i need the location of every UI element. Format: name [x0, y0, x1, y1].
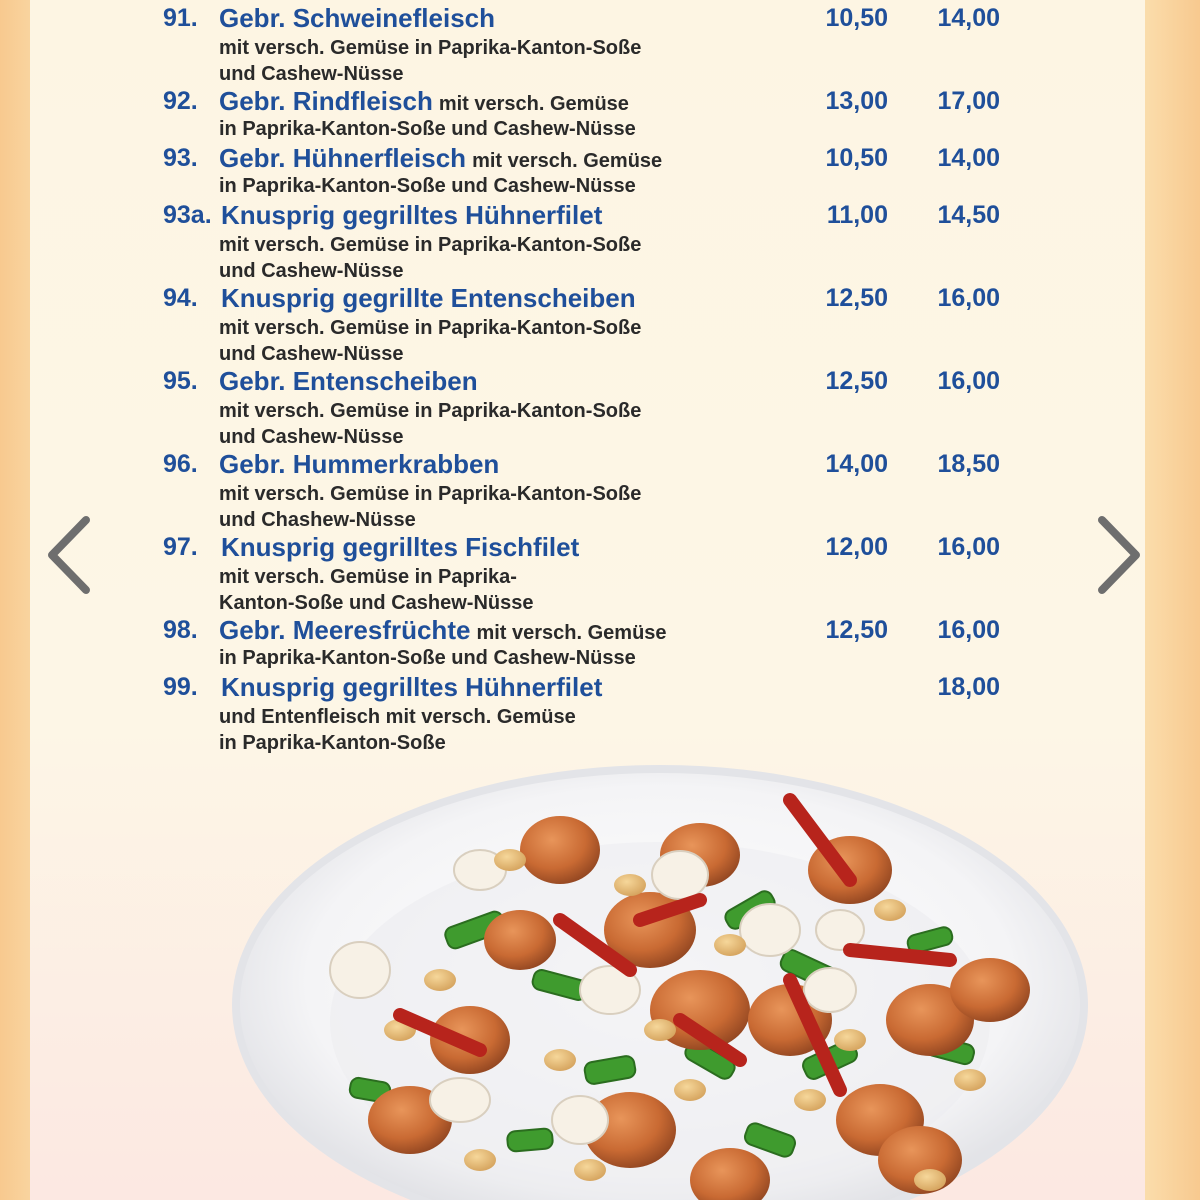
price-large: 17,00	[937, 87, 1000, 115]
item-title: Gebr. Entenscheiben	[219, 366, 478, 396]
item-description: in Paprika-Kanton-Soße und Cashew-Nüsse	[219, 175, 636, 197]
peanut	[494, 849, 526, 871]
chicken-chunk	[520, 816, 600, 884]
item-title-line	[219, 365, 478, 402]
peanut	[424, 969, 456, 991]
leek-piece	[740, 904, 800, 956]
item-description-start: mit versch. Gemüse	[472, 150, 663, 172]
chicken-chunk	[484, 910, 556, 970]
item-title-line	[219, 448, 499, 485]
peanut	[644, 1019, 676, 1041]
item-title-line	[219, 2, 495, 39]
price-small: 10,50	[825, 144, 888, 172]
item-number: 97.	[163, 533, 198, 561]
price-small: 12,50	[825, 284, 888, 312]
price-small: 12,50	[825, 616, 888, 644]
leek-piece	[652, 851, 708, 899]
item-number: 92.	[163, 87, 198, 115]
price-small: 13,00	[825, 87, 888, 115]
item-number: 94.	[163, 284, 198, 312]
price-small: 14,00	[825, 450, 888, 478]
peanut	[954, 1069, 986, 1091]
item-title: Knusprig gegrilltes Hühnerfilet	[221, 200, 603, 230]
price-large: 14,00	[937, 4, 1000, 32]
peanut	[834, 1029, 866, 1051]
peanut	[714, 934, 746, 956]
leek-piece	[430, 1078, 490, 1122]
item-title: Gebr. Rindfleisch	[219, 86, 433, 116]
item-title-line	[221, 671, 602, 708]
peanut	[614, 874, 646, 896]
item-number: 99.	[163, 673, 198, 701]
item-number: 95.	[163, 367, 198, 395]
item-description: mit versch. Gemüse in Paprika-Kanton-Soße und Cashew-Nüsse	[219, 234, 642, 282]
item-title: Gebr. Hummerkrabben	[219, 449, 500, 479]
peanut	[874, 899, 906, 921]
peanut	[674, 1079, 706, 1101]
peanut	[914, 1169, 946, 1191]
item-number: 93a.	[163, 201, 212, 229]
price-large: 14,00	[937, 144, 1000, 172]
price-large: 16,00	[937, 367, 1000, 395]
item-description: mit versch. Gemüse in Paprika-Kanton-Soße und Cashew-Nüsse	[219, 400, 642, 448]
item-number: 93.	[163, 144, 198, 172]
item-description: in Paprika-Kanton-Soße und Cashew-Nüsse	[219, 118, 636, 140]
price-small: 12,50	[825, 367, 888, 395]
item-title: Knusprig gegrillte Entenscheiben	[221, 283, 636, 313]
peanut	[794, 1089, 826, 1111]
item-title-line	[221, 282, 636, 319]
chevron-right-icon	[1088, 510, 1148, 600]
peanut	[544, 1049, 576, 1071]
item-description: mit versch. Gemüse in Paprika- Kanton-Soße und Cashew-Nüsse	[219, 566, 534, 614]
price-large: 18,50	[937, 450, 1000, 478]
leek-piece	[552, 1096, 608, 1144]
item-description: und Entenfleisch mit versch. Gemüse in Paprika-Kanton-Soße	[219, 706, 576, 754]
price-large: 14,50	[937, 201, 1000, 229]
leek-piece	[330, 942, 390, 998]
price-large: 16,00	[937, 284, 1000, 312]
item-description-start: mit versch. Gemüse	[438, 93, 629, 115]
previous-page-button[interactable]	[40, 510, 100, 600]
item-description: mit versch. Gemüse in Paprika-Kanton-Soße und Cashew-Nüsse	[219, 37, 642, 85]
chicken-chunk	[950, 958, 1030, 1022]
item-description: mit versch. Gemüse in Paprika-Kanton-Soße und Chashew-Nüsse	[219, 483, 642, 531]
chevron-left-icon	[40, 510, 100, 600]
item-number: 98.	[163, 616, 198, 644]
item-number: 96.	[163, 450, 198, 478]
item-title: Knusprig gegrilltes Hühnerfilet	[221, 672, 603, 702]
peanut	[464, 1149, 496, 1171]
item-title: Gebr. Meeresfrüchte	[219, 615, 471, 645]
price-large: 16,00	[937, 616, 1000, 644]
price-large: 16,00	[937, 533, 1000, 561]
price-small: 11,00	[826, 201, 888, 229]
item-title-line	[221, 531, 579, 568]
dish-photo	[230, 760, 1090, 1200]
item-title: Gebr. Schweinefleisch	[219, 3, 495, 33]
leek-piece	[804, 968, 856, 1012]
green-pepper-piece	[507, 1128, 554, 1152]
item-title: Gebr. Hühnerfleisch	[219, 143, 467, 173]
item-description: mit versch. Gemüse in Paprika-Kanton-Soße und Cashew-Nüsse	[219, 317, 642, 365]
next-page-button[interactable]	[1088, 510, 1148, 600]
item-title: Knusprig gegrilltes Fischfilet	[221, 532, 580, 562]
price-small: 12,00	[825, 533, 888, 561]
item-number: 91.	[163, 4, 198, 32]
item-title-line	[221, 199, 602, 236]
peanut	[574, 1159, 606, 1181]
price-small: 10,50	[825, 4, 888, 32]
red-chili	[850, 950, 950, 960]
item-description-start: mit versch. Gemüse	[476, 622, 667, 644]
item-description: in Paprika-Kanton-Soße und Cashew-Nüsse	[219, 647, 636, 669]
price-large: 18,00	[937, 673, 1000, 701]
